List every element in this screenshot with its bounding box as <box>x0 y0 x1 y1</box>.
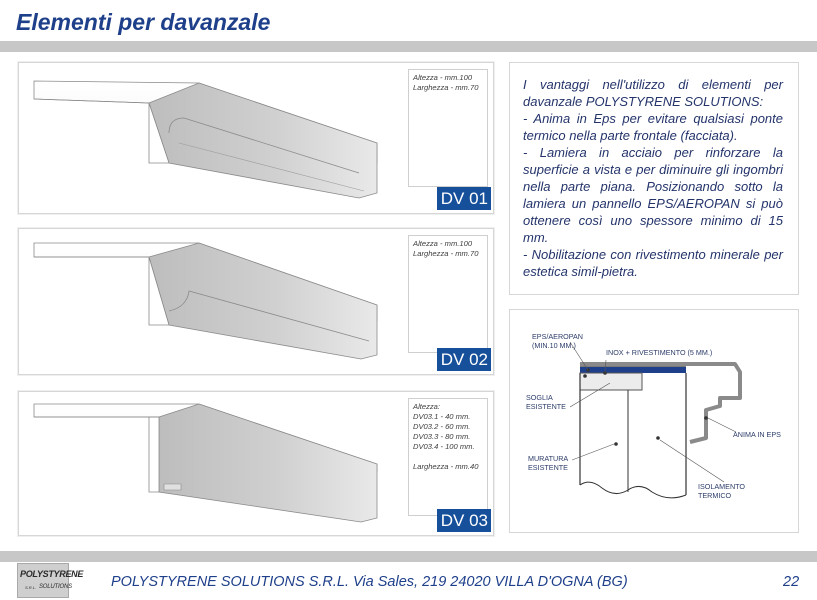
dv03-spec-line: DV03.2 - 60 mm. <box>413 422 471 431</box>
dv03-spec-line <box>413 452 487 462</box>
label-soglia-esistente: ESISTENTE <box>526 402 566 411</box>
dv03-spec-line: DV03.1 - 40 mm. <box>413 412 471 421</box>
section-diagram <box>509 309 799 533</box>
product-card-dv02 <box>18 228 494 375</box>
dv02-code-badge: DV 02 <box>437 348 491 371</box>
label-isolamento-termico: TERMICO <box>698 491 732 500</box>
product-card-dv01 <box>18 62 494 214</box>
footer-divider-bar <box>0 551 817 562</box>
benefit-item: - Anima in Eps per evitare qualsiasi ponte termico nella parte frontale (facciata). <box>523 111 783 143</box>
label-eps-min: (MIN.10 MM.) <box>532 341 576 350</box>
dv03-spec-line: Altezza: <box>413 402 441 411</box>
label-inox-rivestimento: INOX + RIVESTIMENTO (5 MM.) <box>606 348 713 357</box>
footer-address: POLYSTYRENE SOLUTIONS S.R.L. Via Sales, 219 24020 VILLA D'OGNA (BG) <box>111 574 628 590</box>
dv01-spec-box <box>408 69 488 187</box>
page-title: Elementi per davanzale <box>16 9 271 35</box>
label-eps-aeropan: EPS/AEROPAN <box>532 332 583 341</box>
dv02-spec-box <box>408 235 488 353</box>
dv03-code-badge: DV 03 <box>437 509 491 532</box>
logo-srl-text: S.R.L. <box>25 585 37 590</box>
benefit-item: - Lamiera in acciaio per rinforzare la superficie a vista e per diminuire gli ingombri nella parte piana. Posizionando sotto la lamiera un pannello EPS/AEROPAN si può ottenere così uno spessore minimo di 15 mm. <box>523 145 783 245</box>
eps-panel-layer <box>580 366 686 373</box>
label-soglia: SOGLIA <box>526 393 553 402</box>
benefits-intro: I vantaggi nell'utilizzo di elementi per davanzale POLYSTYRENE SOLUTIONS: <box>523 77 783 109</box>
dv01-spec-line: Larghezza - mm.70 <box>413 83 479 92</box>
logo-sub-text: SOLUTIONS <box>39 584 72 590</box>
dv01-spec-line: Altezza - mm.100 <box>413 73 473 82</box>
dv03-spec-line: DV03.3 - 80 mm. <box>413 432 471 441</box>
label-anima-eps: ANIMA IN EPS <box>733 430 781 439</box>
company-logo <box>17 563 84 598</box>
dv03-spec-line: DV03.4 - 100 mm. <box>413 442 475 451</box>
header-divider-bar <box>0 41 817 52</box>
dv01-code-badge: DV 01 <box>437 187 491 210</box>
benefits-text-box <box>509 62 799 295</box>
product-card-dv03 <box>18 391 494 536</box>
label-muratura-esistente: ESISTENTE <box>528 463 568 472</box>
dv02-spec-line: Larghezza - mm.70 <box>413 249 479 258</box>
dv02-spec-line: Altezza - mm.100 <box>413 239 473 248</box>
dv03-spec-box <box>408 398 488 516</box>
logo-main-text: POLYSTYRENE <box>20 569 84 579</box>
benefit-item: - Nobilitazione con rivestimento minerale per estetica simil-pietra. <box>523 247 783 279</box>
page-number: 22 <box>783 574 800 590</box>
label-muratura: MURATURA <box>528 454 569 463</box>
label-isolamento: ISOLAMENTO <box>698 482 745 491</box>
dv03-spec-line: Larghezza - mm.40 <box>413 462 479 471</box>
